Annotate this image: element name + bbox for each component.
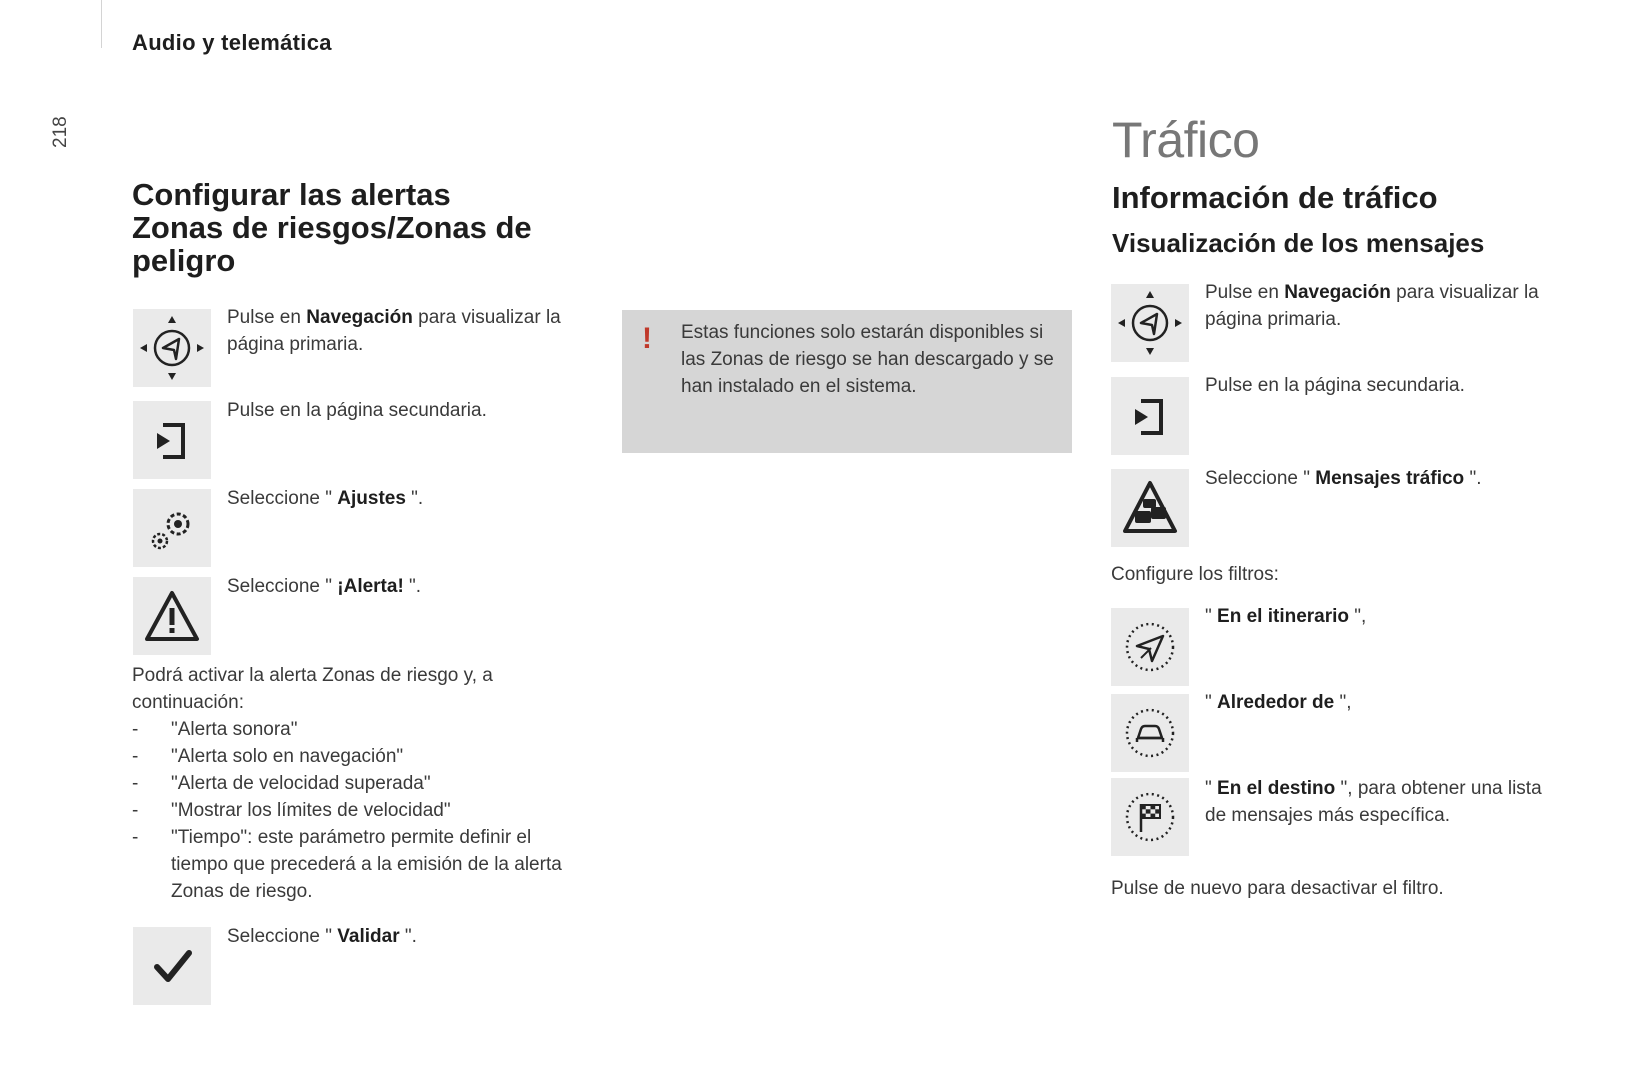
settings-gears-icon <box>133 489 211 567</box>
filters-intro: Configure los filtros: <box>1111 564 1279 585</box>
heading-line: Zonas de riesgos/Zonas de <box>132 210 532 245</box>
margin-rule <box>101 0 102 48</box>
warning-icon: ! <box>642 322 652 355</box>
step-text: Seleccione " Validar ". <box>227 926 417 947</box>
alert-intro: Podrá activar la alerta Zonas de riesgo y, a continuación: <box>132 665 493 713</box>
subheading: Visualización de los mensajes <box>1112 228 1485 258</box>
secondary-page-icon <box>1111 377 1189 455</box>
alert-options-list <box>132 716 592 905</box>
list-item: - "Alerta de velocidad superada" <box>132 770 592 797</box>
step-text: Pulse en la página secundaria. <box>1205 375 1465 396</box>
step-text: Pulse en Navegación para visualizar la página primaria. <box>1205 282 1539 330</box>
destination-flag-icon <box>1111 778 1189 856</box>
page-number: 218 <box>50 116 71 148</box>
around-icon <box>1111 694 1189 772</box>
traffic-messages-icon <box>1111 469 1189 547</box>
chapter-title: Audio y telemática <box>132 30 332 55</box>
step-text: Seleccione " Ajustes ". <box>227 488 424 509</box>
heading-line: peligro <box>132 243 236 278</box>
step-text: " Alrededor de ", <box>1205 692 1352 713</box>
alert-triangle-icon <box>133 577 211 655</box>
heading-line: Configurar las alertas <box>132 177 451 212</box>
list-item: - "Alerta solo en navegación" <box>132 743 592 770</box>
list-item: - "Mostrar los límites de velocidad" <box>132 797 592 824</box>
on-route-icon <box>1111 608 1189 686</box>
navigation-icon <box>1111 284 1189 362</box>
closing-note: Pulse de nuevo para desactivar el filtro. <box>1111 878 1444 899</box>
warning-text: Estas funciones solo estarán disponibles si las Zonas de riesgo se han descargado y se han instalado en el sistema. <box>681 322 1054 397</box>
list-item: - "Tiempo": este parámetro permite definir el tiempo que precederá a la emisión de la alerta Zonas de riesgo. <box>132 824 592 905</box>
step-text: Pulse en la página secundaria. <box>227 400 487 421</box>
step-text: " En el destino ", para obtener una lista de mensajes más específica. <box>1205 778 1542 826</box>
step-text: Seleccione " ¡Alerta! ". <box>227 576 422 597</box>
step-text: Pulse en Navegación para visualizar la página primaria. <box>227 307 561 355</box>
step-text: " En el itinerario ", <box>1205 606 1367 627</box>
left-heading <box>132 178 532 277</box>
checkmark-icon <box>133 927 211 1005</box>
heading: Información de tráfico <box>1112 180 1438 215</box>
secondary-page-icon <box>133 401 211 479</box>
navigation-icon <box>133 309 211 387</box>
step-text: Seleccione " Mensajes tráfico ". <box>1205 468 1482 489</box>
section-title: Tráfico <box>1112 112 1260 168</box>
list-item: - "Alerta sonora" <box>132 716 592 743</box>
